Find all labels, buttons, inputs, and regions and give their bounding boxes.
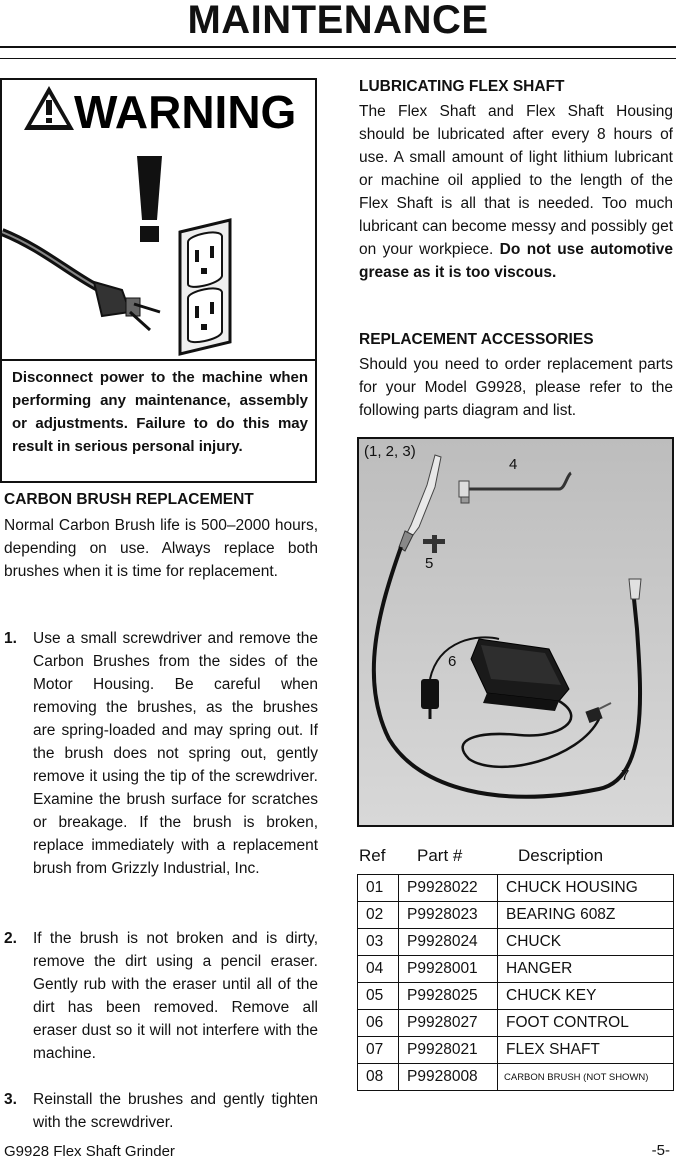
step-text: If the brush is not broken and is dirty, remove the dirt using a pencil eraser. Gently rub with the eraser until all of the dirt has been removed. Remove all eraser dust so it will not interfere with the machine.: [33, 930, 318, 1062]
lubricating-body: The Flex Shaft and Flex Shaft Housing should be lubricated after every 8 hours of use. A small amount of light lithium lubricant or machine oil applied to the length of the Flex Shaft is all that is needed. Too much lubricant can become messy and possibly get on your workpiece.: [359, 103, 673, 258]
step-text: Reinstall the brushes and gently tighten with the screwdriver.: [33, 1091, 318, 1131]
warning-text: Disconnect power to the machine when performing any maintenance, assembly or adjustments. Failure to do this may result in serious personal injury.: [12, 369, 308, 455]
table-row: [358, 875, 674, 902]
cell-ref: 01: [358, 875, 399, 902]
cell-part: P9928021: [399, 1037, 498, 1064]
warning-box: [0, 78, 317, 483]
power-plug-icon: [2, 232, 160, 330]
header-rule: [0, 46, 676, 48]
cell-desc: CHUCK HOUSING: [498, 875, 674, 902]
warning-heading: WARNING: [74, 86, 297, 138]
step-number: 1.: [4, 630, 17, 647]
replacement-text: Should you need to order replacement parts for your Model G9928, please refer to the following parts diagram and list.: [359, 356, 673, 419]
exclamation-icon: [137, 156, 162, 242]
step-3: [4, 1088, 318, 1134]
lubricating-bold-note: Do not use automotive grease as it is too viscous.: [359, 241, 673, 281]
step-2: [4, 927, 318, 1065]
shaft-end-fitting: [629, 579, 641, 599]
cell-ref: 08: [358, 1064, 399, 1091]
cell-part: P9928025: [399, 983, 498, 1010]
cell-ref: 03: [358, 929, 399, 956]
cell-part: P9928024: [399, 929, 498, 956]
replacement-heading: REPLACEMENT ACCESSORIES: [359, 331, 594, 348]
carbon-brush-intro: Normal Carbon Brush life is 500–2000 hours, depending on use. Always replace both brushes when it is time for replacement.: [4, 517, 318, 580]
page-title: MAINTENANCE: [187, 0, 489, 42]
footer-model: G9928 Flex Shaft Grinder: [4, 1143, 175, 1160]
step-1: [4, 627, 318, 880]
parts-table: [357, 874, 674, 1091]
cell-part: P9928027: [399, 1010, 498, 1037]
label-1-2-3: (1, 2, 3): [364, 443, 416, 460]
cell-part: P9928022: [399, 875, 498, 902]
table-row: [358, 902, 674, 929]
cell-desc: CHUCK KEY: [498, 983, 674, 1010]
cell-part: P9928008: [399, 1064, 498, 1091]
warning-triangle-icon: [24, 86, 74, 130]
column-header-description: Description: [518, 846, 604, 865]
cell-part: P9928001: [399, 956, 498, 983]
cell-ref: 05: [358, 983, 399, 1010]
column-header-ref: Ref: [359, 846, 386, 865]
warning-illustration: [2, 80, 315, 360]
lubricating-text: [359, 100, 673, 284]
page-number: -5-: [651, 1142, 670, 1159]
cell-ref: 07: [358, 1037, 399, 1064]
step-number: 3.: [4, 1091, 17, 1108]
cell-ref: 02: [358, 902, 399, 929]
cell-ref: 04: [358, 956, 399, 983]
label-5: 5: [425, 555, 434, 572]
cell-desc: FOOT CONTROL: [498, 1010, 674, 1037]
warning-divider: [2, 359, 315, 361]
cell-part: P9928023: [399, 902, 498, 929]
label-6: 6: [448, 653, 457, 670]
step-number: 2.: [4, 930, 17, 947]
table-row: [358, 983, 674, 1010]
column-header-part: Part #: [417, 846, 463, 865]
carbon-brush-heading: CARBON BRUSH REPLACEMENT: [4, 491, 254, 508]
parts-photo: [357, 437, 674, 827]
label-4: 4: [509, 456, 518, 473]
step-text: Use a small screwdriver and remove the Carbon Brushes from the sides of the Motor Housing. Be careful when removing the brushes, as the brushes are spring-loaded and may spring out. If the brush does not spring out, gently remove it using the tip of the screwdriver. Examine the brush surface for scratches or breakage. If the brush is broken, replace immediately with a replacement brush from Grizzly Industrial, Inc.: [33, 630, 318, 877]
cell-ref: 06: [358, 1010, 399, 1037]
cell-desc: BEARING 608Z: [498, 902, 674, 929]
wall-outlet-icon: [180, 220, 230, 354]
table-row: [358, 1010, 674, 1037]
cell-desc: HANGER: [498, 956, 674, 983]
label-7: 7: [621, 767, 630, 784]
cell-desc: FLEX SHAFT: [498, 1037, 674, 1064]
header-rule-thin: [0, 58, 676, 59]
lubricating-heading: LUBRICATING FLEX SHAFT: [359, 78, 565, 95]
table-row: [358, 1037, 674, 1064]
cell-desc: CHUCK: [498, 929, 674, 956]
table-row: [358, 1064, 674, 1091]
cell-desc: CARBON BRUSH (NOT SHOWN): [498, 1064, 674, 1091]
table-row: [358, 929, 674, 956]
table-row: [358, 956, 674, 983]
